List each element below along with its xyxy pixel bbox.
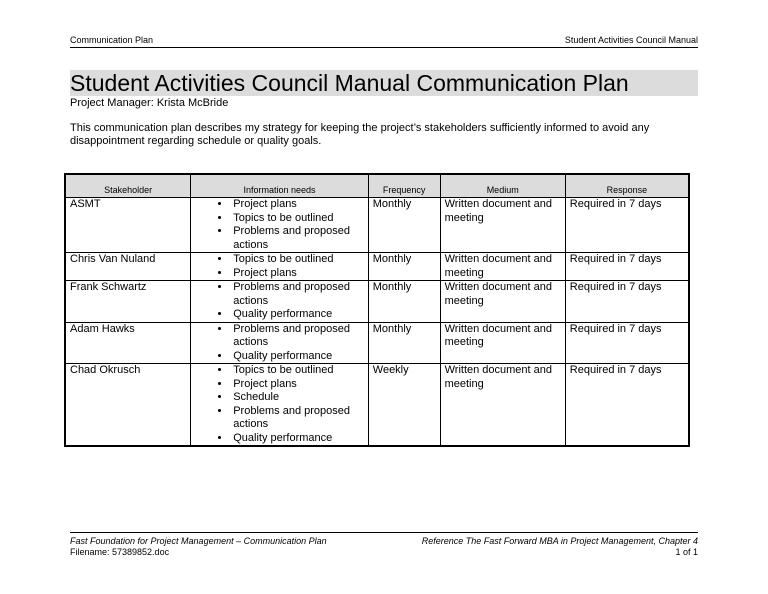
needs-cell bbox=[191, 253, 369, 281]
medium-cell: Written document and meeting bbox=[440, 253, 565, 281]
need-item: • Quality performance bbox=[231, 432, 364, 446]
needs-cell bbox=[191, 281, 369, 323]
need-item: • Problems and proposed actions bbox=[231, 225, 364, 252]
stakeholder-cell: ASMT bbox=[65, 198, 191, 253]
needs-cell bbox=[191, 364, 369, 447]
table-row bbox=[65, 198, 689, 253]
medium-cell: Written document and meeting bbox=[440, 364, 565, 447]
column-header: Frequency bbox=[368, 174, 440, 198]
need-item: • Project plans bbox=[231, 267, 364, 281]
response-cell: Required in 7 days bbox=[565, 198, 689, 253]
response-cell: Required in 7 days bbox=[565, 281, 689, 323]
table-row bbox=[65, 322, 689, 364]
description: This communication plan describes my strategy for keeping the project’s stakeholders sufficiently informed to avoid any disappointment regarding schedule or quality goals. bbox=[70, 122, 650, 147]
need-item: • Problems and proposed actions bbox=[231, 405, 364, 432]
column-header: Information needs bbox=[191, 174, 369, 198]
need-item: • Topics to be outlined bbox=[231, 364, 364, 378]
need-item: • Schedule bbox=[231, 391, 364, 405]
stakeholder-cell: Chris Van Nuland bbox=[65, 253, 191, 281]
frequency-cell: Monthly bbox=[368, 322, 440, 364]
needs-cell bbox=[191, 322, 369, 364]
need-item: • Quality performance bbox=[231, 350, 364, 364]
medium-cell: Written document and meeting bbox=[440, 322, 565, 364]
need-item: • Quality performance bbox=[231, 308, 364, 322]
column-header: Medium bbox=[440, 174, 565, 198]
footer-course-title: Fast Foundation for Project Management – Communication Plan bbox=[70, 536, 327, 546]
header-right: Student Activities Council Manual bbox=[564, 35, 698, 45]
page-header bbox=[70, 35, 698, 48]
need-item: • Project plans bbox=[231, 198, 364, 212]
stakeholder-cell: Chad Okrusch bbox=[65, 364, 191, 447]
stakeholder-cell: Adam Hawks bbox=[65, 322, 191, 364]
needs-cell bbox=[191, 198, 369, 253]
response-cell: Required in 7 days bbox=[565, 322, 689, 364]
response-cell: Required in 7 days bbox=[565, 364, 689, 447]
need-item: • Problems and proposed actions bbox=[231, 281, 364, 308]
table-header-row bbox=[65, 174, 689, 198]
footer-filename: Filename: 57389852.doc bbox=[70, 547, 170, 557]
medium-cell: Written document and meeting bbox=[440, 198, 565, 253]
page-title: Student Activities Council Manual Communication Plan bbox=[70, 70, 629, 96]
need-item: • Topics to be outlined bbox=[231, 253, 364, 267]
frequency-cell: Monthly bbox=[368, 281, 440, 323]
frequency-cell: Weekly bbox=[368, 364, 440, 447]
table-row bbox=[65, 364, 689, 447]
column-header: Response bbox=[565, 174, 689, 198]
communication-table bbox=[64, 173, 690, 447]
frequency-cell: Monthly bbox=[368, 198, 440, 253]
table-row bbox=[65, 253, 689, 281]
medium-cell: Written document and meeting bbox=[440, 281, 565, 323]
header-left: Communication Plan bbox=[70, 35, 154, 45]
stakeholder-cell: Frank Schwartz bbox=[65, 281, 191, 323]
response-cell: Required in 7 days bbox=[565, 253, 689, 281]
need-item: • Topics to be outlined bbox=[231, 212, 364, 226]
need-item: • Project plans bbox=[231, 378, 364, 392]
project-manager: Project Manager: Krista McBride bbox=[70, 97, 229, 109]
need-item: • Problems and proposed actions bbox=[231, 323, 364, 350]
footer-reference: Reference The Fast Forward MBA in Project Management, Chapter 4 bbox=[421, 536, 698, 546]
footer-divider bbox=[70, 532, 698, 533]
column-header: Stakeholder bbox=[65, 174, 191, 198]
page-number: 1 of 1 bbox=[675, 547, 698, 557]
frequency-cell: Monthly bbox=[368, 253, 440, 281]
table-row bbox=[65, 281, 689, 323]
